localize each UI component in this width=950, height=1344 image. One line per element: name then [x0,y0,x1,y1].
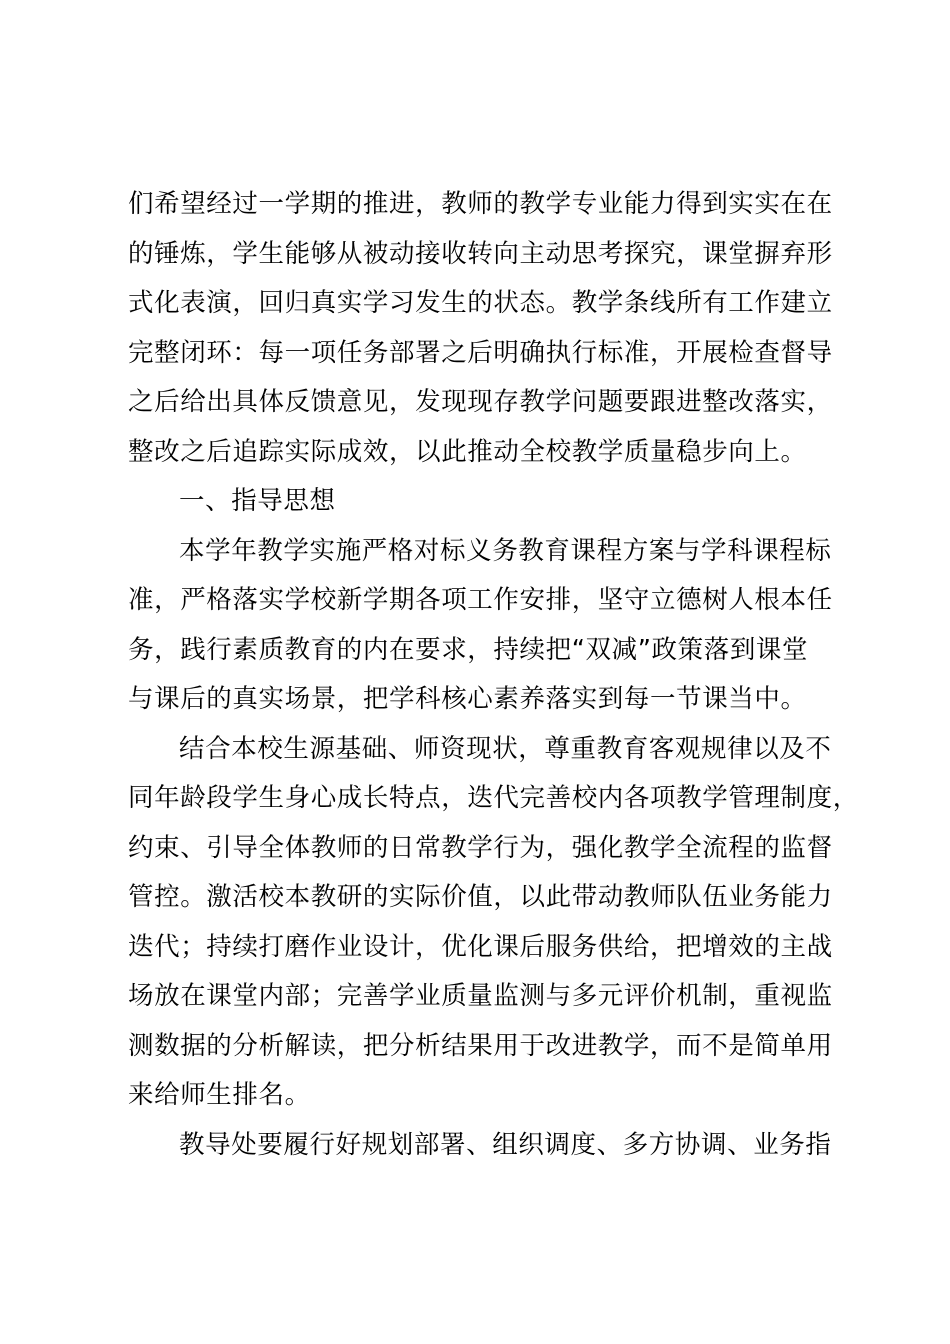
document-body [128,180,859,1170]
paragraph-line: 们希望经过一学期的推进，教师的教学专业能力得到实实在在 [128,189,833,219]
paragraph-line: 本学年教学实施严格对标义务教育课程方案与学科课程标 [179,535,832,566]
paragraph-line: 场放在课堂内部；完善学业质量监测与多元评价机制，重视监 [128,981,833,1011]
paragraph-line: 准，严格落实学校新学期各项工作安排，坚守立德树人根本任 [128,585,833,615]
paragraph-line: 完整闭环：每一项任务部署之后明确执行标准，开展检查督导 [128,337,833,368]
paragraph-line: 测数据的分析解读，把分析结果用于改进教学，而不是简单用 [128,1030,833,1061]
paragraph-line: 之后给出具体反馈意见，发现现存教学问题要跟进整改落实， [128,387,833,417]
paragraph-line: 整改之后追踪实际成效，以此推动全校教学质量稳步向上。 [128,436,807,467]
paragraph-line: 结合本校生源基础、师资现状，尊重教育客观规律以及不 [179,733,832,764]
paragraph-line: 约束、引导全体教师的日常教学行为，强化教学全流程的监督 [128,832,833,863]
paragraph-line: 与课后的真实场景，把学科核心素养落实到每一节课当中。 [128,684,807,714]
paragraph-line: 的锤炼，学生能够从被动接收转向主动思考探究，课堂摒弃形 [128,238,833,269]
paragraph-line: 管控。激活校本教研的实际价值，以此带动教师队伍业务能力 [128,882,833,912]
paragraph-line: 来给师生排名。 [128,1080,311,1110]
paragraph-line: 务，践行素质教育的内在要求，持续把“双减”政策落到课堂 [128,634,809,665]
paragraph-line: 式化表演，回归真实学习发生的状态。教学条线所有工作建立 [128,288,833,318]
paragraph-line: 迭代；持续打磨作业设计，优化课后服务供给，把增效的主战 [128,931,833,962]
paragraph-line: 同年龄段学生身心成长特点，迭代完善校内各项教学管理制度， [128,783,859,813]
paragraph-line: 教导处要履行好规划部署、组织调度、多方协调、业务指 [179,1129,832,1160]
section-heading: 一、指导思想 [179,486,336,516]
